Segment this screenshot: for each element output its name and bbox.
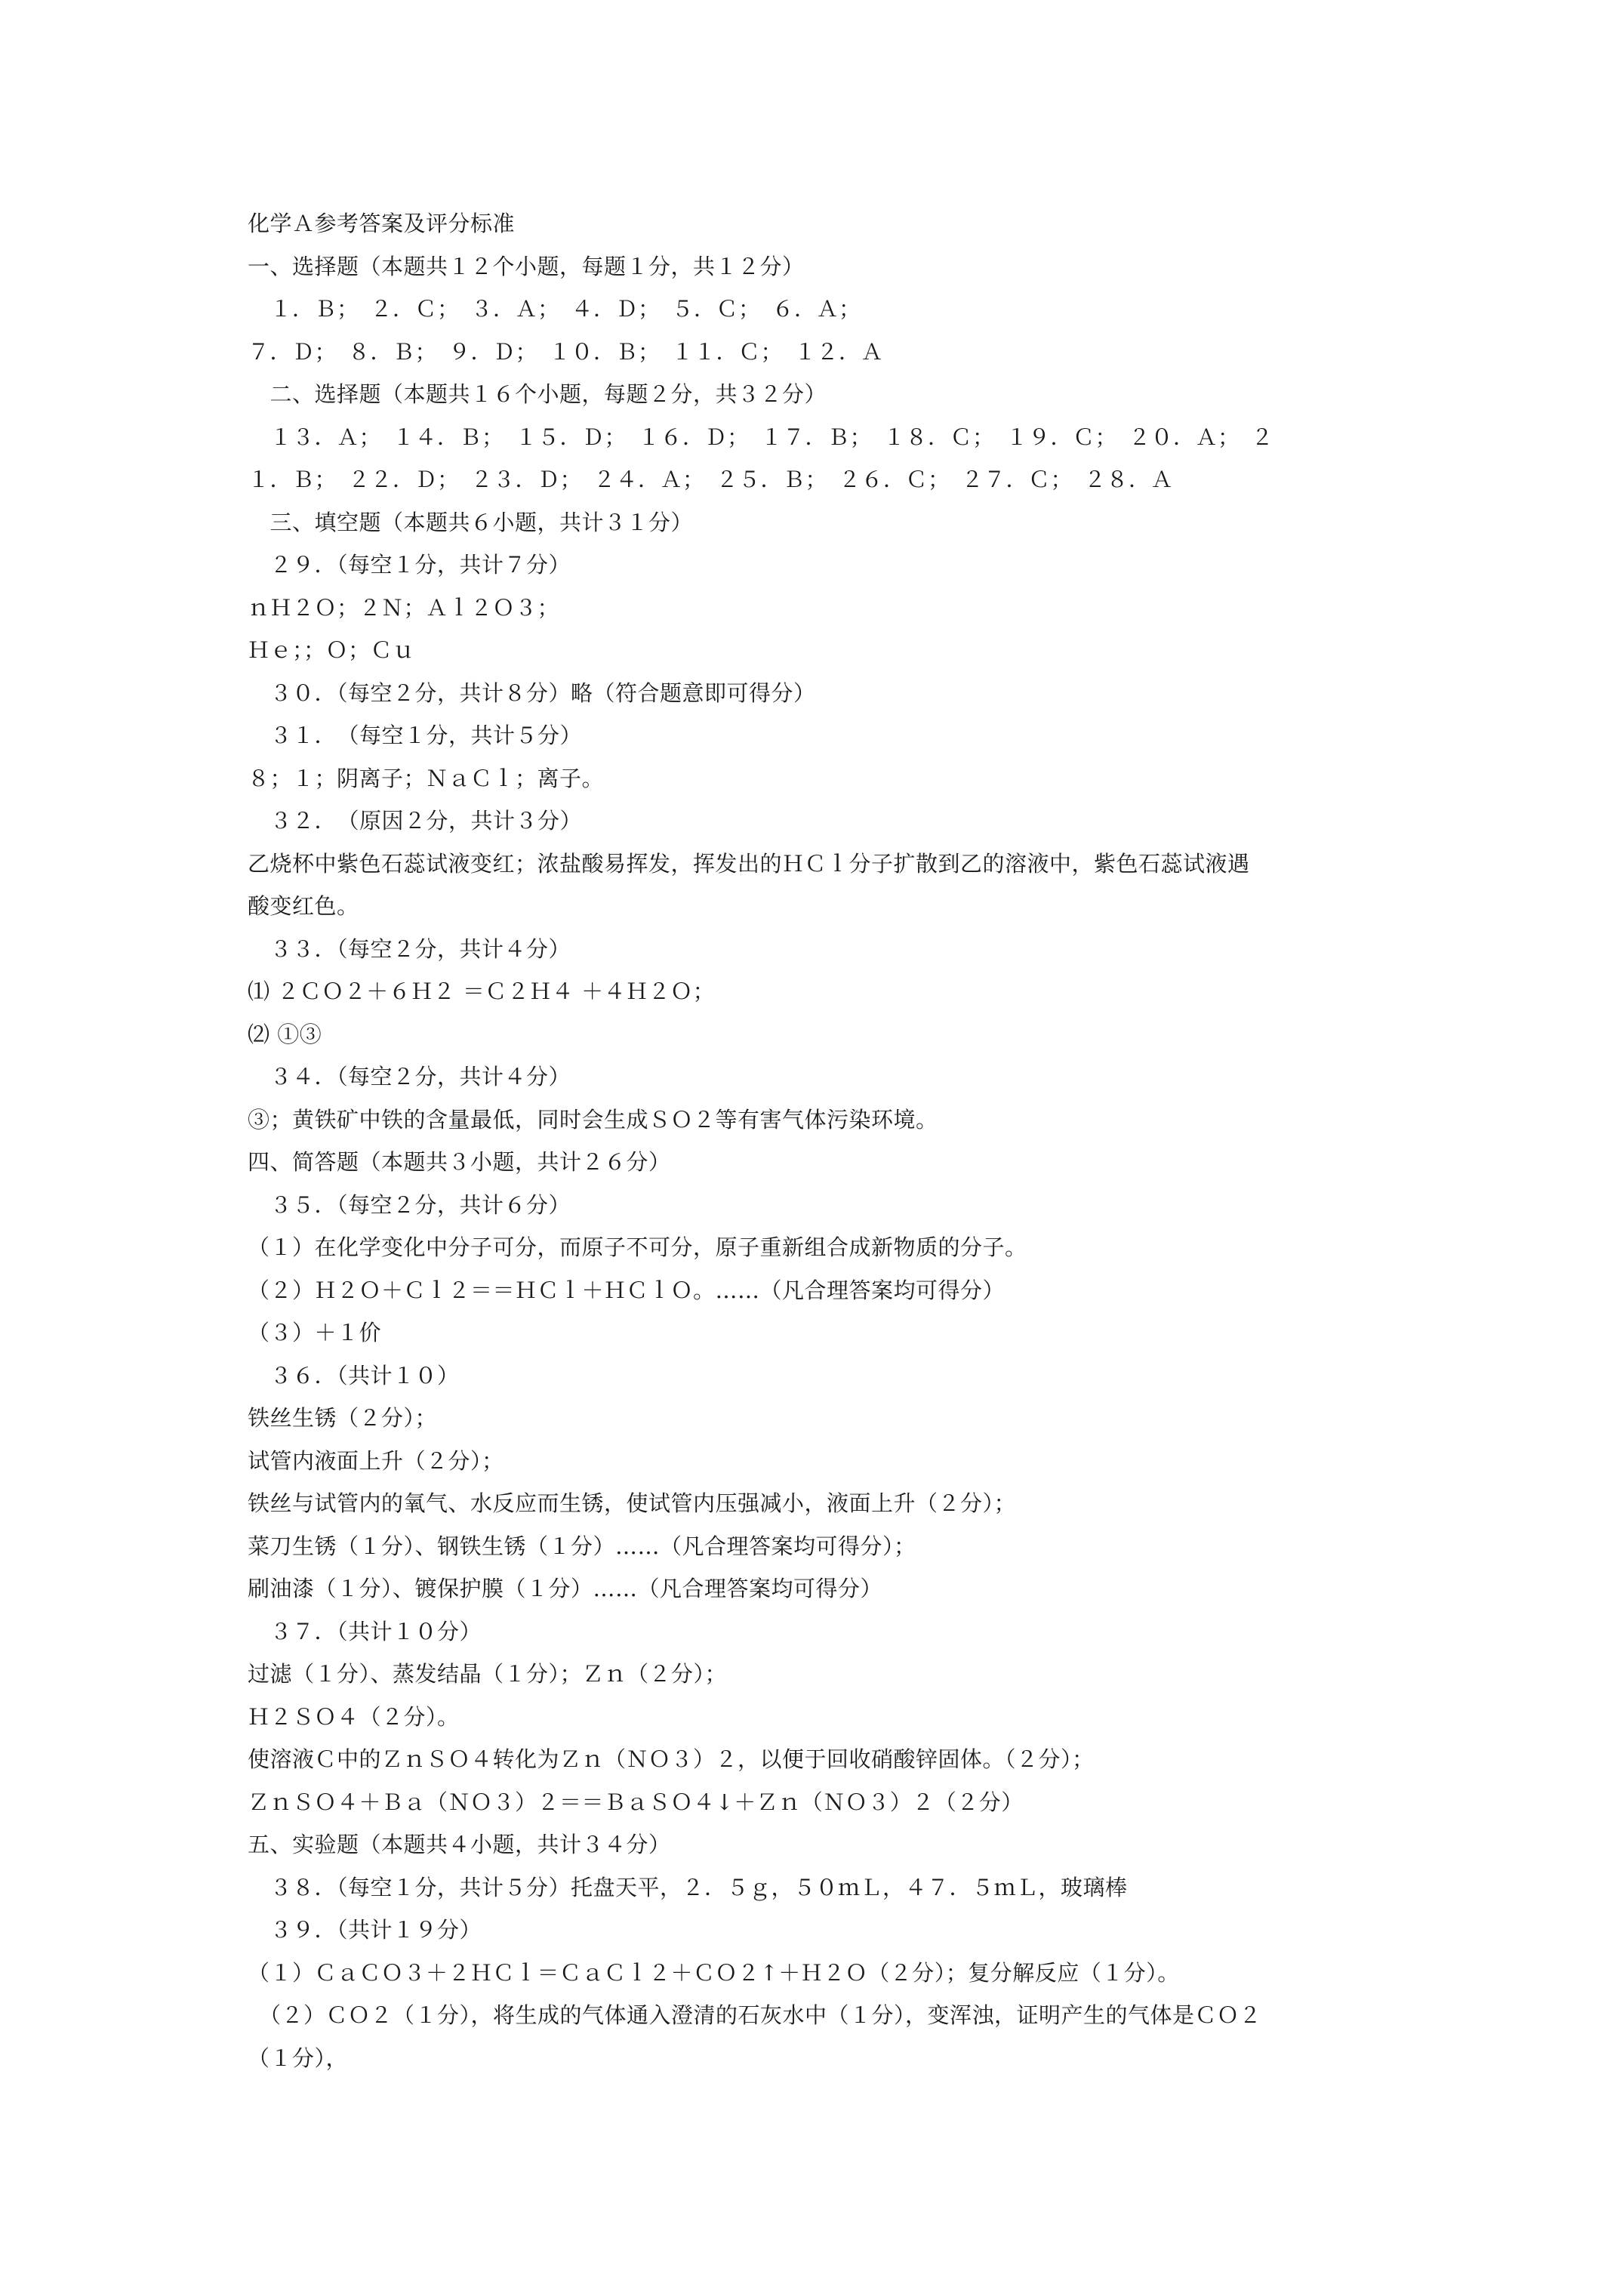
question-heading: ３５．（每空２分，共计６分） — [248, 1191, 571, 1218]
answer-line: 使溶液Ｃ中的ＺｎＳＯ４转化为Ｚｎ（ＮＯ３）２，以便于回收硝酸锌固体。（２分）； — [248, 1746, 1095, 1772]
answer-line: 刷油漆（１分）、镀保护膜（１分）……（凡合理答案均可得分） — [248, 1576, 883, 1601]
section-heading-choice-2: 二、选择题（本题共１６个小题，每题２分，共３２分） — [248, 381, 827, 407]
question-heading: ３９．（共计１９分） — [248, 1917, 482, 1943]
question-heading: ３２． （原因２分，共计３分） — [248, 808, 583, 834]
answer-line: ＺｎＳＯ４＋Ｂａ（ＮＯ３）２＝＝ＢａＳＯ４↓＋Ｚｎ（ＮＯ３）２（２分） — [248, 1789, 1024, 1815]
answer-line: ７．Ｄ； ８．Ｂ； ９．Ｄ； １０．Ｂ； １１．Ｃ； １２．Ａ — [248, 338, 884, 365]
answer-line: １．Ｂ； ２．Ｃ； ３．Ａ； ４．Ｄ； ５．Ｃ； ６．Ａ； — [248, 296, 861, 322]
answer-line: 菜刀生锈（１分）、钢铁生锈（１分）……（凡合理答案均可得分）； — [248, 1533, 916, 1559]
answer-line: （１）在化学变化中分子可分，而原子不可分，原子重新组合成新物质的分子。 — [248, 1234, 1027, 1260]
question-heading: ３７．（共计１０分） — [248, 1618, 482, 1644]
answer-line: 酸变红色。 — [248, 893, 359, 919]
answer-line: （３）＋１价 — [248, 1320, 382, 1345]
answer-line: 乙烧杯中紫色石蕊试液变红；浓盐酸易挥发，挥发出的ＨＣｌ分子扩散到乙的溶液中，紫色石蕊试液遇 — [248, 850, 1250, 877]
answer-line: （１分）， — [248, 2045, 349, 2071]
question-heading: ３３．（每空２分，共计４分） — [248, 935, 571, 962]
answer-line: １．Ｂ； ２２．Ｄ； ２３．Ｄ； ２４．Ａ； ２５．Ｂ； ２６．Ｃ； ２７．Ｃ； ２８．Ａ — [248, 467, 1174, 492]
answer-key-content — [248, 202, 1395, 2079]
question-heading: ３１． （每空１分，共计５分） — [248, 723, 583, 748]
question-heading: ２９．（每空１分，共计７分） — [248, 552, 571, 578]
answer-line: （２）Ｈ２Ｏ＋Ｃｌ２＝＝ＨＣｌ＋ＨＣｌＯ。……（凡合理答案均可得分） — [248, 1277, 1006, 1303]
answer-line: 过滤（１分）、蒸发结晶（１分）；Ｚｎ（２分）； — [248, 1661, 728, 1687]
question-heading: ３０．（每空２分，共计８分）略（符合题意即可得分） — [248, 680, 816, 706]
section-heading-choice-1: 一、选择题（本题共１２个小题，每题１分，共１２分） — [248, 253, 805, 279]
answer-line: （１）ＣａＣＯ３＋２ＨＣｌ＝ＣａＣｌ２＋ＣＯ２↑＋Ｈ２Ｏ（２分）；复分解反应（１分）。 — [248, 1959, 1180, 1986]
answer-line: Ｈｅ；；Ｏ；Ｃｕ — [248, 637, 415, 663]
section-heading-experiment: 五、实验题（本题共４小题，共计３４分） — [248, 1832, 671, 1857]
section-heading-fill-in: 三、填空题（本题共６小题，共计３１分） — [248, 509, 694, 535]
answer-line: １３．Ａ； １４．Ｂ； １５．Ｄ； １６．Ｄ； １７．Ｂ； １８．Ｃ； １９．Ｃ； ２０．Ａ； ２ — [248, 424, 1274, 450]
answer-line: 试管内液面上升（２分）； — [248, 1447, 504, 1474]
answer-line: 铁丝生锈（２分）； — [248, 1405, 438, 1431]
page-title: 化学Ａ参考答案及评分标准 — [248, 211, 516, 236]
answer-line: ⑵ ①③ — [248, 1021, 322, 1047]
answer-line: 铁丝与试管内的氧气、水反应而生锈，使试管内压强减小，液面上升（２分）； — [248, 1490, 1017, 1516]
answer-line: （２）ＣＯ２（１分），将生成的气体通入澄清的石灰水中（１分），变浑浊，证明产生的气体是ＣＯ２ — [248, 2002, 1262, 2028]
answer-line: ８；１；阴离子；ＮａＣｌ；离子。 — [248, 765, 605, 791]
answer-line: ③；黄铁矿中铁的含量最低，同时会生成ＳＯ２等有害气体污染环境。 — [248, 1106, 938, 1133]
question-heading: ３４．（每空２分，共计４分） — [248, 1064, 571, 1089]
question-heading: ３８．（每空１分，共计５分）托盘天平，２．５ｇ，５０ｍＬ，４７．５ｍＬ，玻璃棒 — [248, 1874, 1128, 1900]
question-heading: ３６．（共计１０） — [248, 1362, 460, 1388]
answer-line: ⑴ ２ＣＯ２＋６Ｈ２ ＝Ｃ２Ｈ４ ＋４Ｈ２Ｏ； — [248, 978, 716, 1004]
answer-line: ｎＨ２Ｏ；２Ｎ；Ａｌ２Ｏ３； — [248, 594, 560, 621]
answer-line: Ｈ２ＳＯ４（２分）。 — [248, 1703, 460, 1730]
section-heading-short-answer: 四、简答题（本题共３小题，共计２６分） — [248, 1149, 671, 1175]
